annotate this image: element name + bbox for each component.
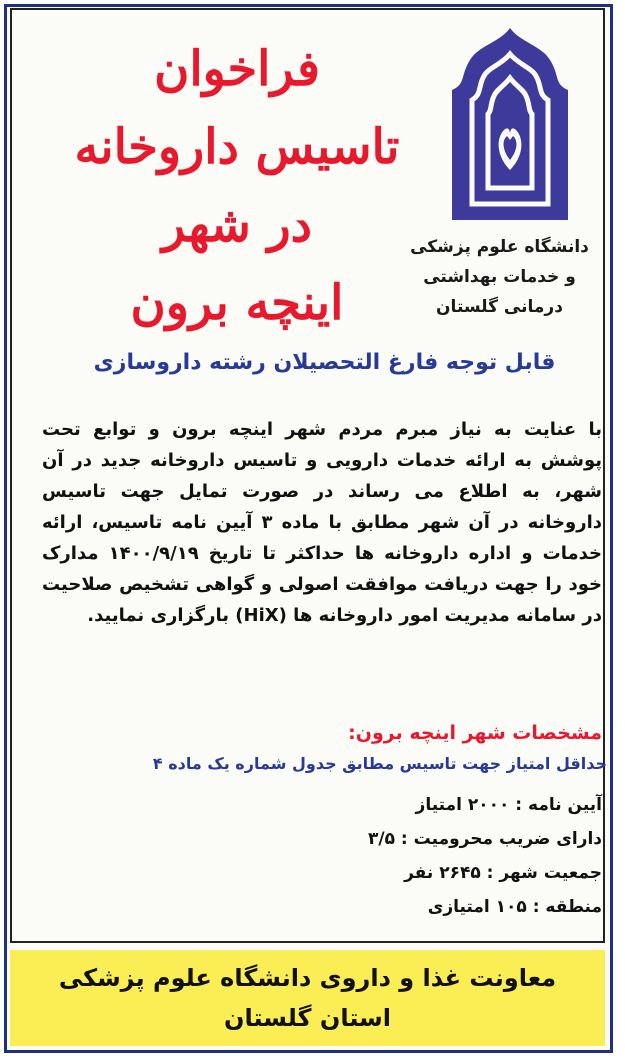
specs-deprivation-factor: دارای ضریب محرومیت : ۳/۵: [368, 829, 602, 849]
specs-min-score-line: حداقل امتیاز جهت تاسیس مطابق جدول شماره یک ماده ۴: [152, 754, 607, 773]
specs-list: [42, 788, 602, 924]
university-logo: [430, 20, 590, 220]
body-text: با عنایت به نیاز مبرم مردم شهر اینچه برون و توابع تحت پوشش به ارائه خدمات دارویی و تاسیس داروخانه جدید در آن شهر، به اطلاع می رساند در صورت تمایل جهت تاسیس داروخانه در آن شهر مطابق با ماده ۳ آیین نامه تاسیس، ارائه خدمات و اداره داروخانه ها حداکثر تا تاریخ ۱۴۰۰/۹/۱۹ مدارک خود را جهت دریافت موافقت اصولی و گواهی تشخیص صلاحیت در سامانه مدیریت امور داروخانه ها (HiX) بارگزاری نمایید.: [42, 419, 602, 626]
footer-banner: [10, 950, 605, 1046]
university-name: [392, 232, 607, 322]
university-logo-emblem: [430, 20, 590, 220]
headline-line2: تاسیس داروخانه: [74, 119, 400, 175]
headline-line3: در شهر: [161, 197, 313, 253]
specs-region-score: منطقه : ۱۰۵ امتیازی: [427, 897, 602, 917]
footer-line1: معاونت غذا و داروی دانشگاه علوم پزشکی: [58, 964, 557, 992]
university-name-line2: و خدمات بهداشتی: [423, 267, 576, 287]
university-name-line1: دانشگاه علوم پزشکی: [410, 237, 589, 257]
headline-line1: فراخوان: [154, 41, 320, 97]
specs-regulation-score: آیین نامه : ۲۰۰۰ امتیاز: [415, 795, 602, 815]
announcement-panel: [10, 8, 605, 943]
headline: [72, 30, 402, 342]
specs-population: جمعیت شهر : ۲۶۴۵ نفر: [404, 863, 602, 883]
audience-title: قابل توجه فارغ التحصیلان رشته داروسازی: [93, 350, 556, 375]
university-name-line3: درمانی گلستان: [436, 297, 563, 317]
specs-title: مشخصات شهر اینچه برون:: [348, 722, 602, 744]
footer-line2: استان گلستان: [224, 1004, 391, 1032]
headline-line4: اینچه برون: [130, 275, 344, 331]
